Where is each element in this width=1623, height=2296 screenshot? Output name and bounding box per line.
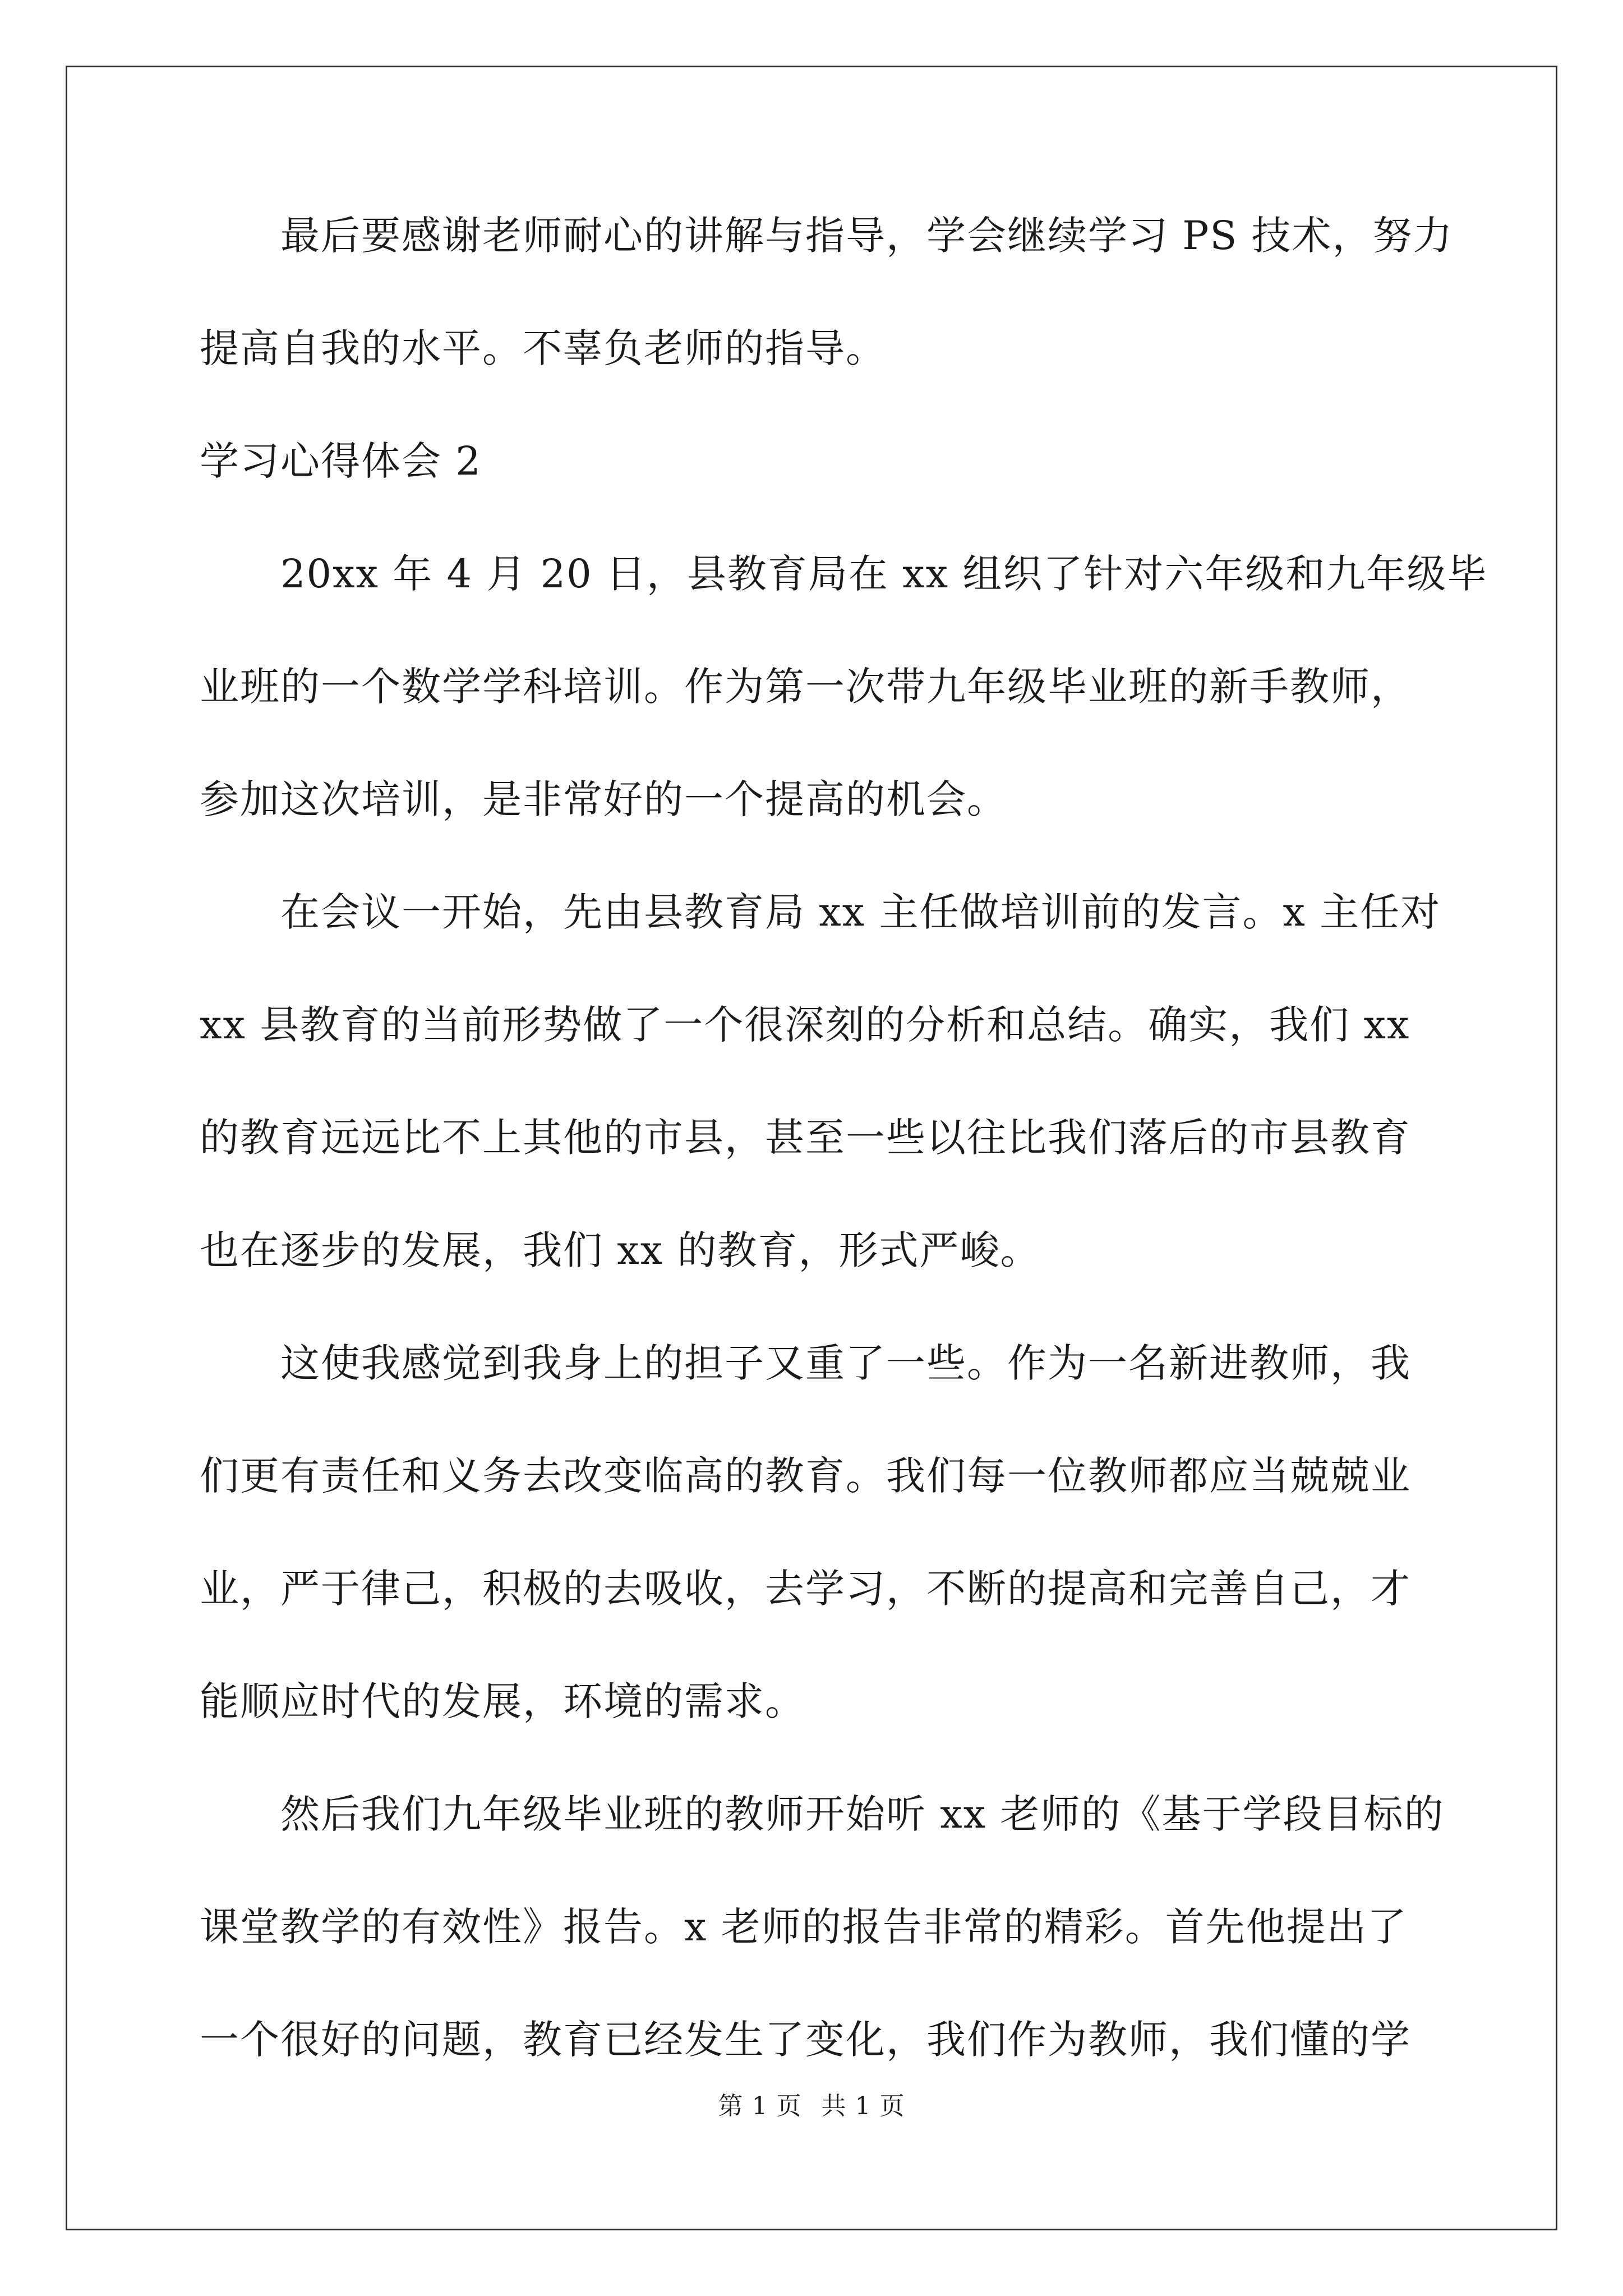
page-footer bbox=[0, 2094, 1623, 2119]
paragraph-5-line-1: 然后我们九年级毕业班的教师开始听 xx 老师的《基于学段目标的 bbox=[280, 1791, 1445, 1837]
paragraph-3-line-2: xx 县教育的当前形势做了一个很深刻的分析和总结。确实，我们 xx bbox=[200, 1002, 1410, 1048]
document-body bbox=[200, 213, 1488, 2063]
paragraph-2-line-2: 业班的一个数学学科培训。作为第一次带九年级毕业班的新手教师， bbox=[200, 664, 1411, 710]
paragraph-3-line-1: 在会议一开始，先由县教育局 xx 主任做培训前的发言。x 主任对 bbox=[280, 889, 1441, 935]
paragraph-4-line-3: 业，严于律己，积极的去吸收，去学习，不断的提高和完善自己，才 bbox=[200, 1566, 1411, 1612]
page-number-total: 共 1 页 bbox=[821, 2092, 905, 2120]
paragraph-1-line-2: 提高自我的水平。不辜负老师的指导。 bbox=[200, 325, 886, 371]
paragraph-1-line-1: 最后要感谢老师耐心的讲解与指导，学会继续学习 PS 技术，努力 bbox=[280, 213, 1454, 259]
paragraph-5-line-2: 课堂教学的有效性》报告。x 老师的报告非常的精彩。首先他提出了 bbox=[200, 1904, 1408, 1950]
paragraph-2-line-3: 参加这次培训，是非常好的一个提高的机会。 bbox=[200, 776, 1007, 822]
paragraph-5-line-3: 一个很好的问题，教育已经发生了变化，我们作为教师，我们懂的学 bbox=[200, 2017, 1411, 2063]
page-number-current: 第 1 页 bbox=[718, 2092, 802, 2120]
paragraph-3-line-4: 也在逐步的发展，我们 xx 的教育，形式严峻。 bbox=[200, 1227, 1041, 1273]
paragraph-4-line-4: 能顺应时代的发展，环境的需求。 bbox=[200, 1678, 805, 1724]
section-heading: 学习心得体会 2 bbox=[200, 438, 482, 484]
paragraph-2-line-1: 20xx 年 4 月 20 日，县教育局在 xx 组织了针对六年级和九年级毕 bbox=[280, 551, 1488, 597]
paragraph-3-line-3: 的教育远远比不上其他的市县，甚至一些以往比我们落后的市县教育 bbox=[200, 1115, 1411, 1161]
paragraph-4-line-1: 这使我感觉到我身上的担子又重了一些。作为一名新进教师，我 bbox=[280, 1340, 1411, 1386]
paragraph-4-line-2: 们更有责任和义务去改变临高的教育。我们每一位教师都应当兢兢业 bbox=[200, 1453, 1411, 1499]
